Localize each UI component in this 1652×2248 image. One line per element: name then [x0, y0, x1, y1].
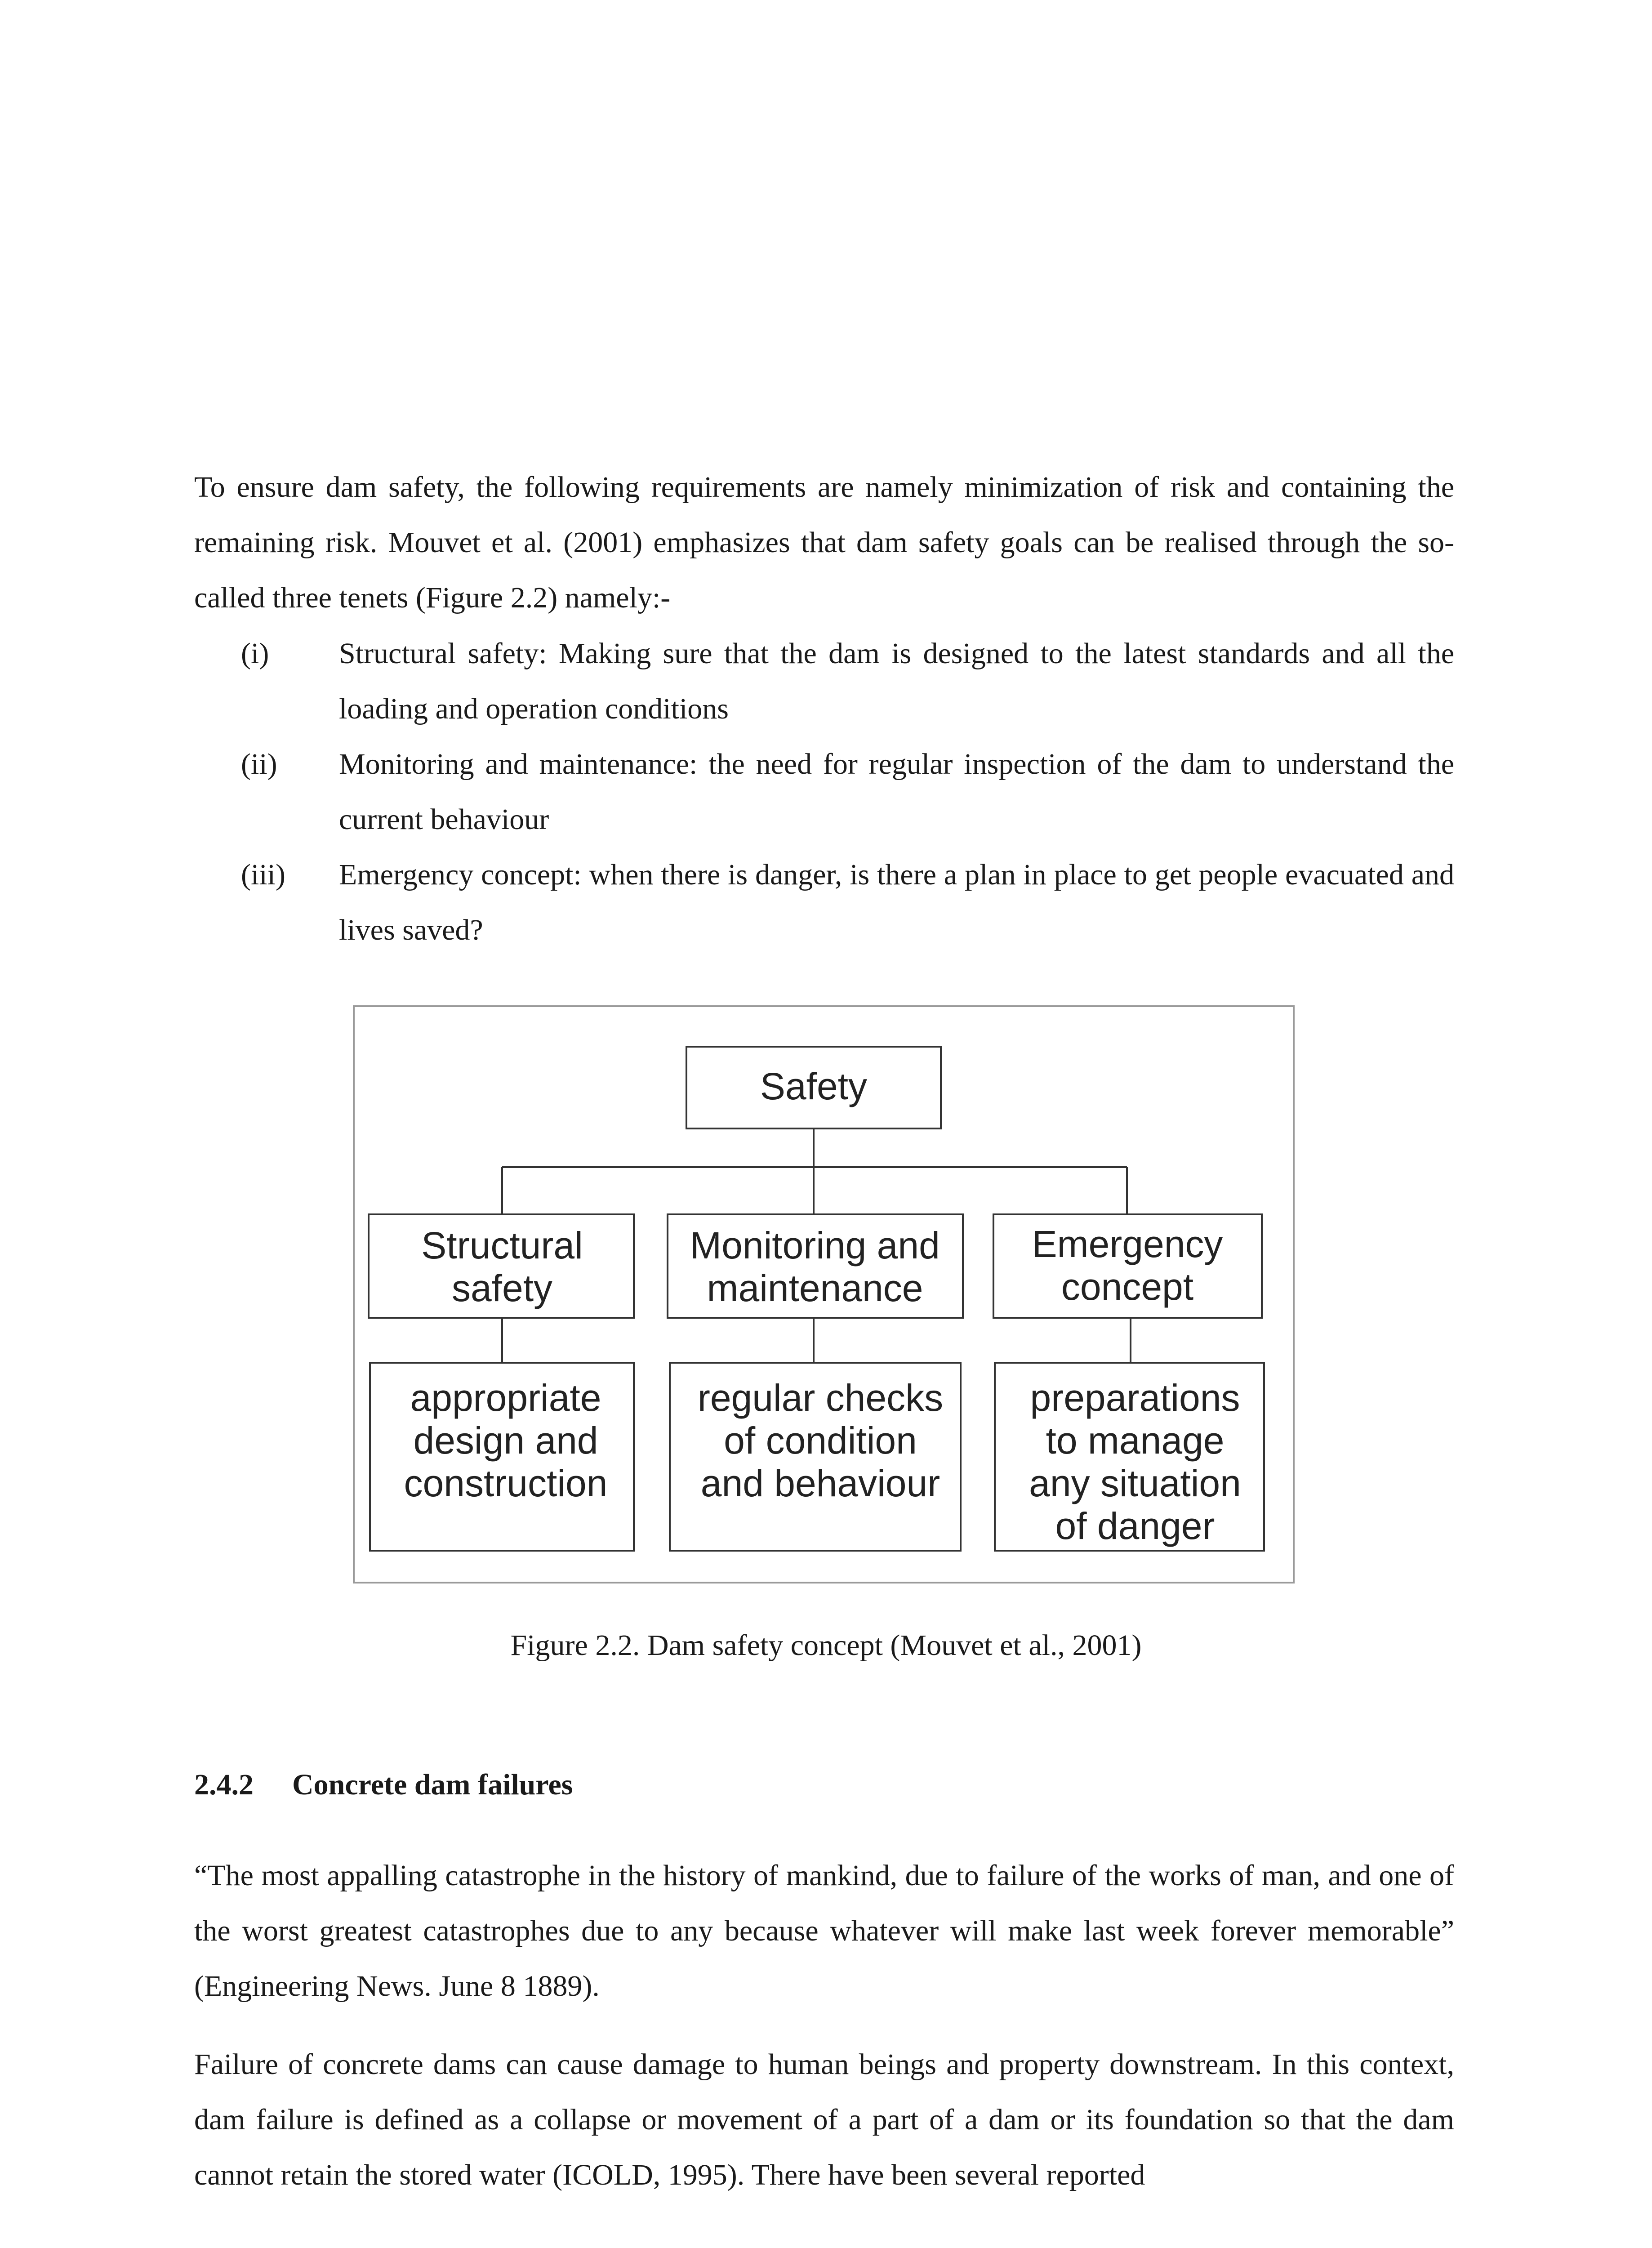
detail-node-monitoring: [670, 1363, 961, 1551]
detail-line: any situation: [1029, 1462, 1241, 1504]
branch-title-line: Structural: [421, 1224, 583, 1267]
intro-paragraph: To ensure dam safety, the following requirements are namely minimization of risk and containing the remaining risk. Mouvet et al. (2001) emphasizes that dam safety goals can be realised through the so-called three tenets (Figure 2.2) namely:-: [194, 471, 1454, 614]
detail-node-structural: [370, 1363, 634, 1551]
section-heading: [194, 1767, 573, 1803]
section-number: 2.4.2: [194, 1768, 254, 1801]
list-item-text: Monitoring and maintenance: the need for regular inspection of the dam to understand the current behaviour: [339, 748, 1454, 836]
list-item: [194, 626, 1454, 736]
list-item-number: (i): [241, 637, 269, 670]
list-item-number: (ii): [241, 748, 277, 781]
branch-title-line: maintenance: [707, 1267, 923, 1309]
detail-node-emergency: [995, 1363, 1264, 1551]
branch-title-line: concept: [1061, 1266, 1194, 1308]
failure-paragraph: Failure of concrete dams can cause damage to human beings and property downstream. In this context, dam failure is defined as a collapse or movement of a part of a dam or its foundation so that the dam cannot retain the stored water (ICOLD, 1995). There have been several reported: [194, 2048, 1454, 2191]
detail-line: to manage: [1046, 1419, 1225, 1462]
detail-line: and behaviour: [700, 1462, 940, 1504]
quote-paragraph: “The most appalling catastrophe in the history of mankind, due to failure of the works of man, and one of the worst greatest catastrophes due to any because whatever will make last week forever memorable” (Engineering News. June 8 1889).: [194, 1859, 1454, 2003]
tenets-list: [194, 626, 1454, 958]
list-item-text: Emergency concept: when there is danger, is there a plan in place to get people evacuated and lives saved?: [339, 858, 1454, 946]
list-item-number: (iii): [241, 858, 285, 891]
branch-node-structural: [369, 1214, 634, 1318]
list-item-text: Structural safety: Making sure that the dam is designed to the latest standards and all the loading and operation conditions: [339, 637, 1454, 725]
branch-title-line: safety: [451, 1267, 553, 1309]
section-title: Concrete dam failures: [292, 1768, 573, 1801]
detail-line: preparations: [1030, 1377, 1240, 1419]
detail-line: appropriate: [410, 1377, 601, 1419]
detail-line: design and: [413, 1419, 598, 1462]
detail-line: of danger: [1055, 1505, 1215, 1547]
figure-caption: Figure 2.2. Dam safety concept (Mouvet et al., 2001): [510, 1629, 1142, 1662]
list-item: [194, 736, 1454, 847]
branch-title-line: Emergency: [1032, 1223, 1223, 1265]
branch-node-emergency: [993, 1214, 1262, 1318]
root-node-label: Safety: [760, 1065, 868, 1107]
root-node: [686, 1047, 941, 1128]
branch-title-line: Monitoring and: [690, 1224, 940, 1267]
list-item: [194, 847, 1454, 958]
detail-line: of condition: [724, 1419, 917, 1462]
detail-line: regular checks: [697, 1377, 944, 1419]
detail-line: construction: [404, 1462, 608, 1504]
branch-node-monitoring: [668, 1214, 963, 1318]
dam-safety-diagram: [353, 1005, 1295, 1583]
